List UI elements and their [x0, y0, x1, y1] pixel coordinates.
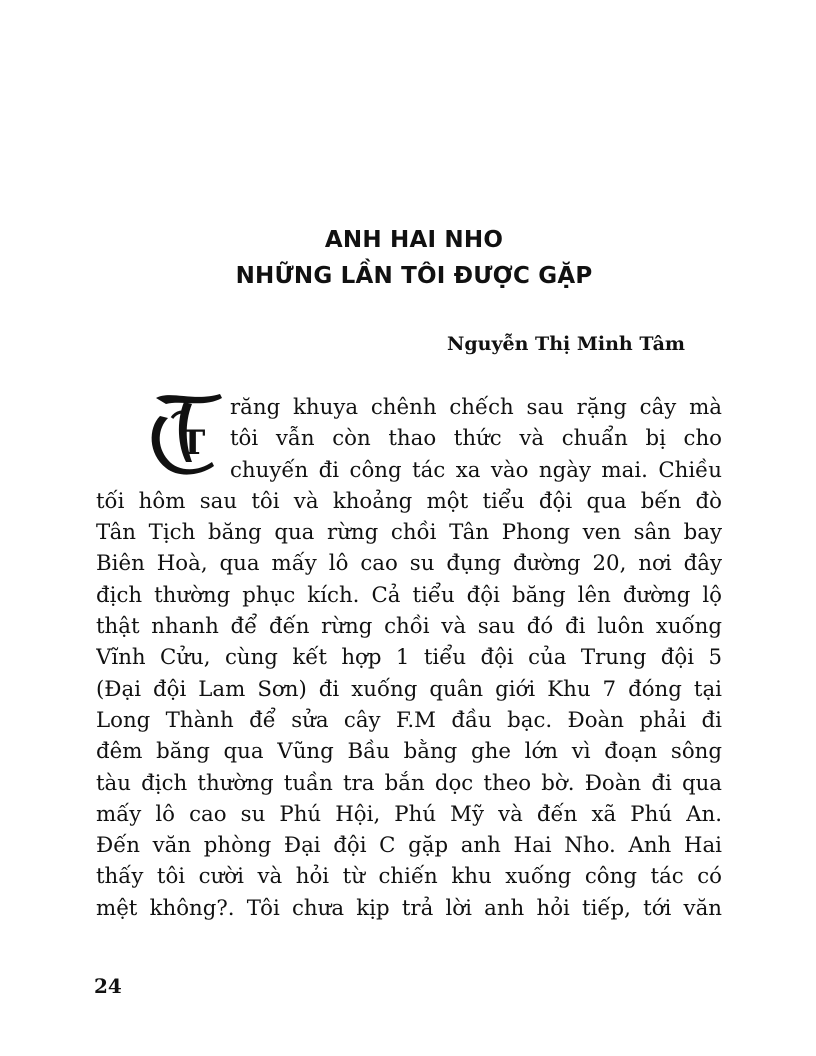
body-line: thấy tôi cười và hỏi từ chiến khu xuống công tác có — [96, 864, 722, 890]
body-line: thật nhanh để đến rừng chồi và sau đó đi luôn xuống — [96, 614, 722, 640]
body-line: Đến văn phòng Đại đội C gặp anh Hai Nho. Anh Hai — [96, 833, 722, 859]
body-line: tối hôm sau tôi và khoảng một tiểu đội qua bến đò — [96, 488, 722, 514]
page-number: 24 — [94, 974, 122, 998]
drop-cap-letter: T — [180, 423, 206, 463]
body-line: đêm băng qua Vũng Bầu bằng ghe lớn vì đoạn sông — [96, 739, 722, 765]
body-line: Biên Hoà, qua mấy lô cao su đụng đường 20, nơi đây — [96, 551, 722, 577]
body-line: Long Thành để sửa cây F.M đầu bạc. Đoàn phải đi — [96, 707, 722, 733]
body-line: (Đại đội Lam Sơn) đi xuống quân giới Khu 7 đóng tại — [96, 676, 722, 702]
body-line: chuyến đi công tác xa vào ngày mai. Chiều — [230, 457, 722, 483]
body-line: tàu địch thường tuần tra bắn dọc theo bờ. Đoàn đi qua — [96, 770, 722, 796]
body-line: Tân Tịch băng qua rừng chồi Tân Phong ven sân bay — [96, 520, 722, 546]
chapter-title-line-2: NHỮNG LẦN TÔI ĐƯỢC GẶP — [235, 263, 593, 289]
body-line: tôi vẫn còn thao thức và chuẩn bị cho — [230, 426, 722, 452]
body-paragraph — [96, 392, 722, 924]
body-line: răng khuya chênh chếch sau rặng cây mà — [230, 395, 722, 420]
author-name: Nguyễn Thị Minh Tâm — [447, 333, 685, 355]
chapter-title-line-1: ANH HAI NHO — [324, 227, 504, 253]
body-line: mấy lô cao su Phú Hội, Phú Mỹ và đến xã Phú An. — [96, 801, 722, 827]
body-line: mệt không?. Tôi chưa kịp trả lời anh hỏi tiếp, tới văn — [96, 895, 722, 921]
body-line: địch thường phục kích. Cả tiểu đội băng lên đường lộ — [96, 582, 722, 608]
body-line: Vĩnh Cửu, cùng kết hợp 1 tiểu đội của Trung đội 5 — [96, 645, 722, 671]
